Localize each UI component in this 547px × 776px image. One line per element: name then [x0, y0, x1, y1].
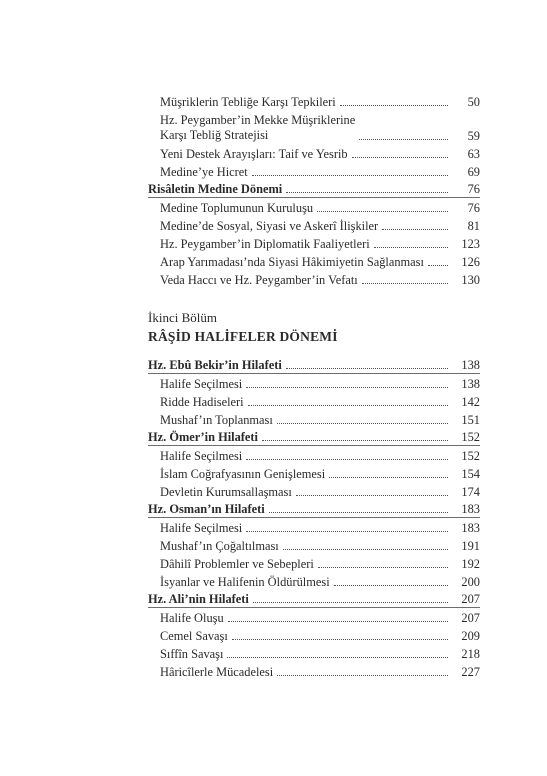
toc-entry-title: Veda Haccı ve Hz. Peygamber’in Vefatı — [160, 273, 358, 287]
dot-leader — [246, 531, 448, 532]
toc-entry — [148, 92, 480, 110]
dot-leader — [252, 175, 448, 176]
toc-page-number: 174 — [461, 485, 480, 499]
toc-entry-title: Halife Seçilmesi — [160, 377, 243, 391]
toc-entry-title: Mushaf’ın Çoğaltılması — [160, 539, 279, 553]
dot-leader — [262, 440, 448, 441]
toc-entry-title: Devletin Kurumsallaşması — [160, 485, 292, 499]
toc-page-number: 138 — [461, 358, 480, 372]
toc-page-number: 130 — [461, 273, 480, 287]
toc-entry-title: Medine’de Sosyal, Siyasi ve Askerî İlişkiler — [160, 219, 379, 233]
toc-page-number: 63 — [467, 147, 480, 161]
dot-leader — [228, 621, 448, 622]
toc-entry — [148, 572, 480, 590]
toc-entry — [148, 216, 480, 234]
toc-entry-title: İslam Coğrafyasının Genişlemesi — [160, 467, 326, 481]
toc-entry — [148, 554, 480, 572]
dot-leader — [246, 387, 448, 388]
toc-entry-title: Hâricîlerle Mücadelesi — [160, 665, 274, 679]
toc-entry-title-line1: Hz. Peygamber’in Mekke Müşriklerine — [160, 113, 356, 127]
toc-entry — [148, 110, 480, 144]
toc-entry — [148, 464, 480, 482]
toc-page-number: 81 — [467, 219, 480, 233]
toc-entry-title: Risâletin Medine Dönemi — [148, 182, 283, 196]
toc-page-number: 123 — [461, 237, 480, 251]
toc-page-number: 50 — [467, 95, 480, 109]
toc-entry-title: Sıffîn Savaşı — [160, 647, 224, 661]
toc-chapter-entry — [148, 590, 480, 608]
toc-page-number: 152 — [461, 430, 480, 444]
toc-entry-title: Hz. Ali’nin Hilafeti — [148, 592, 249, 606]
dot-leader — [352, 157, 448, 158]
toc-entry-title: Hz. Ebû Bekir’in Hilafeti — [148, 358, 282, 372]
toc-page-number: 207 — [461, 592, 480, 606]
toc-entry-title: İsyanlar ve Halifenin Öldürülmesi — [160, 575, 330, 589]
toc-entry — [148, 198, 480, 216]
toc-entry-title: Halife Seçilmesi — [160, 521, 243, 535]
toc-chapter-entry — [148, 180, 480, 198]
toc-entry — [148, 626, 480, 644]
toc-entry — [148, 162, 480, 180]
dot-leader — [286, 368, 448, 369]
toc-entry — [148, 644, 480, 662]
toc-bottom-list — [148, 356, 480, 680]
toc-entry-title — [148, 113, 355, 144]
toc-page-number: 126 — [461, 255, 480, 269]
toc-page-number: 183 — [461, 521, 480, 535]
toc-entry-title: Hz. Ömer’in Hilafeti — [148, 430, 258, 444]
toc-entry-title: Medine Toplumunun Kuruluşu — [160, 201, 314, 215]
toc-page-number: 154 — [461, 467, 480, 481]
toc-entry-title: Yeni Destek Arayışları: Taif ve Yesrib — [160, 147, 348, 161]
toc-entry — [148, 608, 480, 626]
toc-entry — [148, 518, 480, 536]
toc-entry — [148, 446, 480, 464]
toc-entry-title: Halife Seçilmesi — [160, 449, 243, 463]
toc-entry — [148, 410, 480, 428]
dot-leader — [246, 459, 448, 460]
toc-page-number: 142 — [461, 395, 480, 409]
toc-entry-title: Hz. Osman’ın Hilafeti — [148, 502, 265, 516]
dot-leader — [269, 512, 448, 513]
toc-chapter-entry — [148, 428, 480, 446]
toc-entry — [148, 392, 480, 410]
toc-entry-title: Dâhilî Problemler ve Sebepleri — [160, 557, 314, 571]
toc-entry — [148, 234, 480, 252]
toc-page-number: 209 — [461, 629, 480, 643]
toc-page-number: 218 — [461, 647, 480, 661]
toc-entry-title-line2: Karşı Tebliğ Stratejisi — [160, 128, 269, 142]
dot-leader — [334, 585, 448, 586]
toc-entry — [148, 536, 480, 554]
toc-page-number: 59 — [467, 129, 480, 143]
toc-page-number: 207 — [461, 611, 480, 625]
toc-page-number: 76 — [467, 201, 480, 215]
toc-entry-title: Ridde Hadiseleri — [160, 395, 244, 409]
toc-chapter-entry — [148, 500, 480, 518]
toc-entry — [148, 482, 480, 500]
toc-entry — [148, 144, 480, 162]
dot-leader — [329, 477, 448, 478]
dot-leader — [317, 211, 448, 212]
toc-entry-title: Halife Oluşu — [160, 611, 224, 625]
dot-leader — [359, 139, 448, 140]
dot-leader — [286, 192, 448, 193]
toc-top-list — [148, 92, 480, 288]
dot-leader — [283, 549, 448, 550]
dot-leader — [232, 639, 448, 640]
toc-page-number: 76 — [467, 182, 480, 196]
dot-leader — [382, 229, 448, 230]
toc-page-number: 152 — [461, 449, 480, 463]
dot-leader — [248, 405, 448, 406]
toc-page-number: 151 — [461, 413, 480, 427]
toc-page-number: 227 — [461, 665, 480, 679]
dot-leader — [253, 602, 448, 603]
toc-page-number: 138 — [461, 377, 480, 391]
dot-leader — [277, 423, 448, 424]
dot-leader — [428, 265, 448, 266]
toc-entry-title: Mushaf’ın Toplanması — [160, 413, 273, 427]
dot-leader — [374, 247, 448, 248]
dot-leader — [227, 657, 448, 658]
toc-entry — [148, 252, 480, 270]
toc-page-number: 183 — [461, 502, 480, 516]
toc-entry-title: Müşriklerin Tebliğe Karşı Tepkileri — [160, 95, 336, 109]
toc-page-number: 69 — [467, 165, 480, 179]
toc-entry-title: Hz. Peygamber’in Diplomatik Faaliyetleri — [160, 237, 370, 251]
dot-leader — [362, 283, 448, 284]
toc-entry-title: Medine’ye Hicret — [160, 165, 248, 179]
section-label: İkinci Bölüm — [148, 310, 217, 325]
dot-leader — [340, 105, 448, 106]
toc-entry-title: Arap Yarımadası’nda Siyasi Hâkimiyetin Sağlanması — [160, 255, 424, 269]
dot-leader — [318, 567, 448, 568]
dot-leader — [277, 675, 448, 676]
toc-page-number: 191 — [461, 539, 480, 553]
dot-leader — [296, 495, 448, 496]
toc-page-number: 192 — [461, 557, 480, 571]
toc-entry — [148, 662, 480, 680]
toc-entry — [148, 374, 480, 392]
section-title: RÂŞİD HALİFELER DÖNEMİ — [148, 329, 338, 344]
toc-page-number: 200 — [461, 575, 480, 589]
toc-entry-title: Cemel Savaşı — [160, 629, 228, 643]
toc-chapter-entry — [148, 356, 480, 374]
toc-entry — [148, 270, 480, 288]
